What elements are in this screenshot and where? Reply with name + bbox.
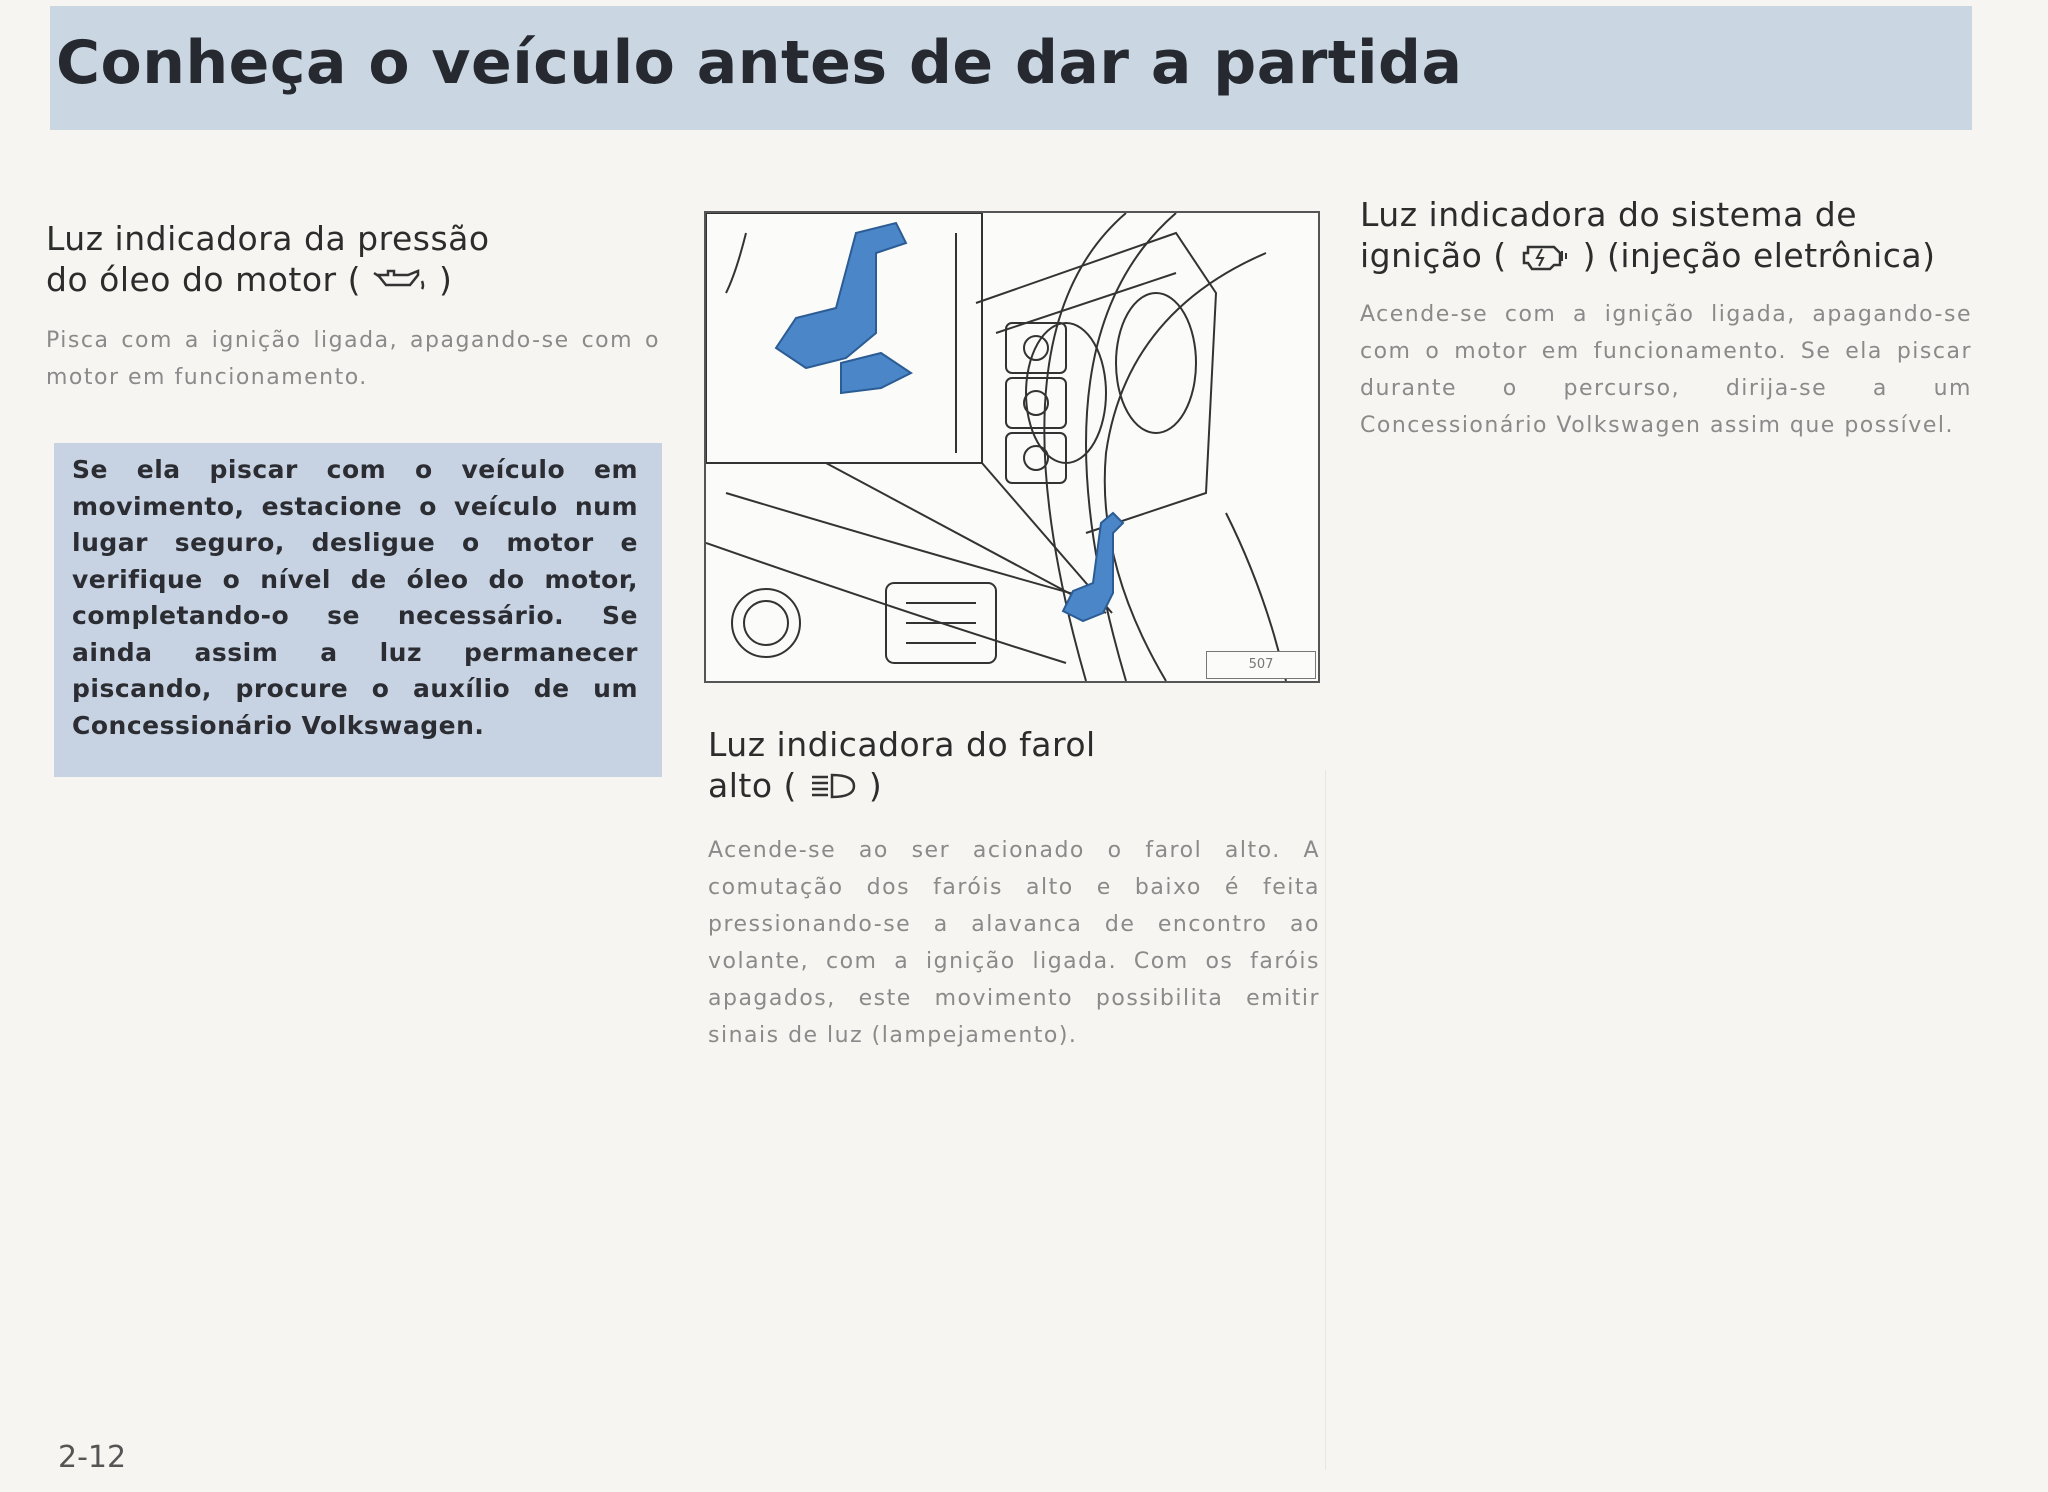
high-beam-icon: [808, 771, 858, 801]
engine-check-icon: [1518, 239, 1572, 273]
figure-number: 507: [1206, 651, 1316, 679]
page-number: 2-12: [58, 1440, 127, 1475]
column-divider: [1325, 770, 1326, 1470]
high-beam-section: [708, 724, 1320, 1054]
ignition-section: [1360, 194, 1972, 444]
oil-pressure-section: [46, 218, 686, 396]
oil-pressure-title: Luz indicadora da pressão do óleo do motor ( ): [46, 219, 490, 299]
dashboard-drawing: [706, 213, 1318, 681]
page-title: Conheça o veículo antes de dar a partida: [56, 28, 1463, 98]
high-beam-body: Acende-se ao ser acionado o farol alto. A comutação dos faróis alto e baixo é feita pressionando-se a alavanca de encontro ao volante, com a ignição ligada. Com os faróis apagados, este movimento possibilita emitir sinais de luz (lampejamento).: [708, 838, 1320, 1048]
warning-text: Se ela piscar com o veículo em movimento, estacione o veículo num lugar seguro, desligue o motor e verifique o nível de óleo do motor, completando-o se necessário. Se ainda assim a luz permanecer piscando, procure o auxílio de um Concessionário Volkswagen.: [72, 455, 638, 740]
oil-can-icon: [372, 267, 428, 293]
instrument-panel-illustration: [704, 211, 1320, 683]
high-beam-title: Luz indicadora do farol alto ( ): [708, 725, 1096, 805]
ignition-title: Luz indicadora do sistema de ignição ( ) (injeção eletrônica): [1360, 195, 1936, 275]
oil-pressure-body: Pisca com a ignição ligada, apagando-se com o motor em funcionamento.: [46, 328, 660, 390]
ignition-body: Acende-se com a ignição ligada, apagando-se com o motor em funcionamento. Se ela piscar durante o percurso, dirija-se a um Concessionário Volkswagen assim que possível.: [1360, 302, 1972, 438]
